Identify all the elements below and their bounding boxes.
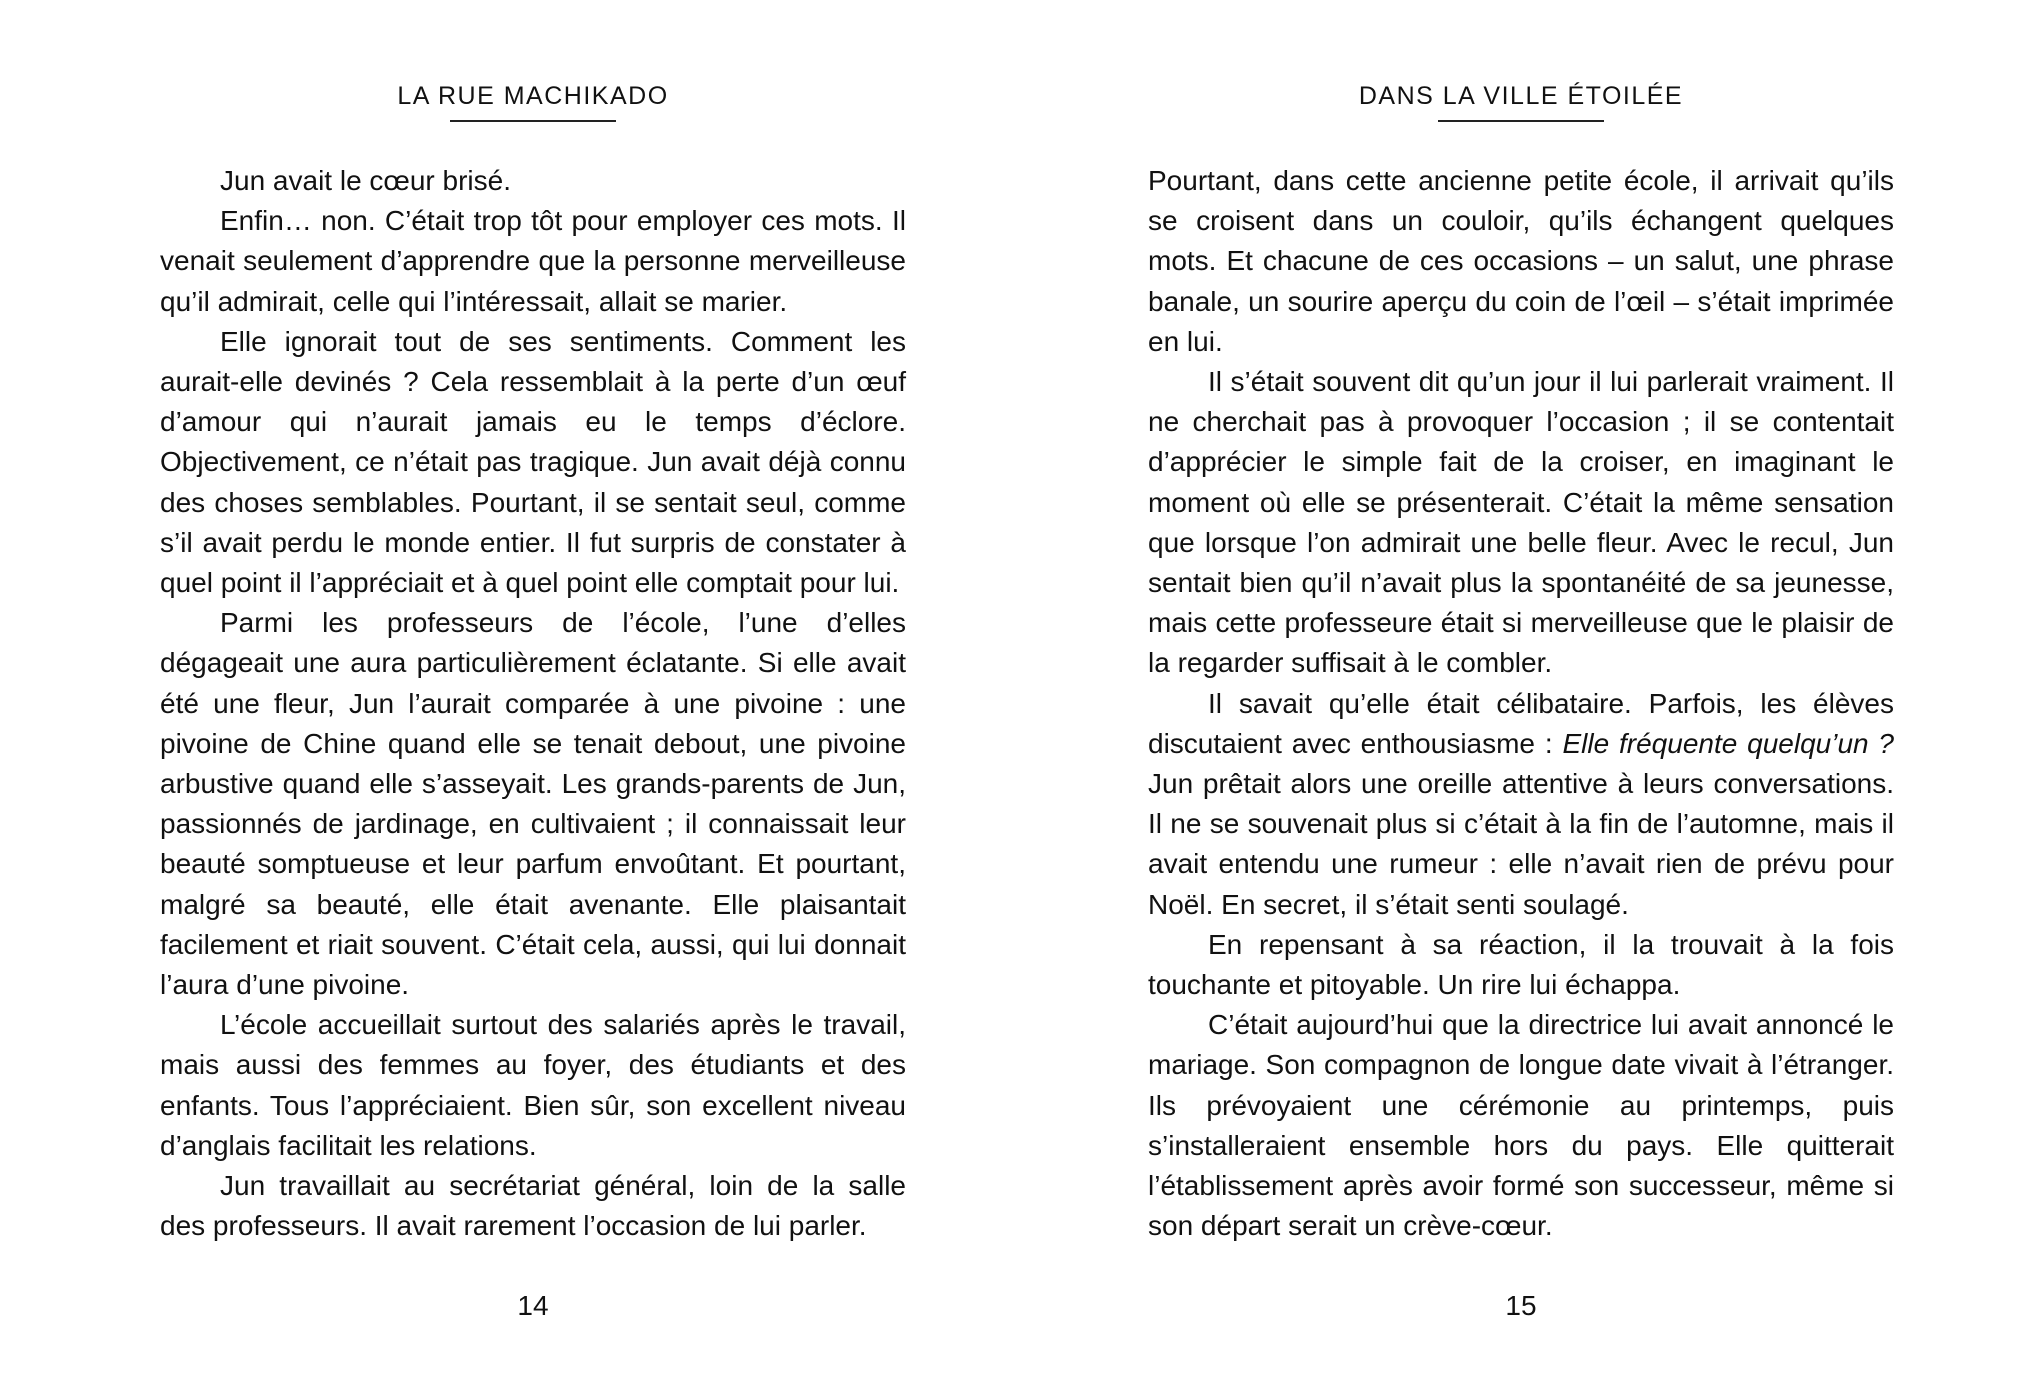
paragraph-with-italic (1148, 684, 1894, 925)
paragraph: Il s’était souvent dit qu’un jour il lui parlerait vraiment. Il ne cherchait pas à provoquer l’occasion ; il se contentait d’apprécier le simple fait de la croiser, en imaginant le moment où elle se présenterait. C’était la même sensation que lorsque l’on admirait une belle fleur. Avec le recul, Jun sentait bien qu’il n’avait plus la spontanéité de sa jeunesse, mais cette professeure était si merveilleuse que le plaisir de la regarder suffisait à le combler. (1148, 366, 1894, 679)
page-body-text (160, 161, 906, 1246)
paragraph: Pourtant, dans cette ancienne petite école, il arrivait qu’ils se croisent dans un couloir, qu’ils échangent quelques mots. Et chacune de ces occasions – un salut, une phrase banale, un sourire aperçu du coin de l’œil – s’était imprimée en lui. (1148, 165, 1894, 357)
paragraph-text: Il savait qu’elle était célibataire. Parfois, les élèves discutaient avec enthousiasme : (1148, 687, 1894, 759)
page-body-text (1148, 161, 1894, 1246)
paragraph: Enfin… non. C’était trop tôt pour employer ces mots. Il venait seulement d’apprendre que la personne merveilleuse qu’il admirait, celle qui l’intéressait, allait se marier. (160, 205, 906, 317)
paragraph: Elle ignorait tout de ses sentiments. Comment les aurait-elle devinés ? Cela ressemblait à la perte d’un œuf d’amour qui n’aurait jamais eu le temps d’éclore. Objectivement, ce n’était pas tragique. Jun avait déjà connu des choses semblables. Pourtant, il se sentait seul, comme s’il avait perdu le monde entier. Il fut surpris de constater à quel point il l’appréciait et à quel point elle comptait pour lui. (160, 325, 906, 599)
italic-phrase: Elle fréquente quelqu’un ? (1562, 727, 1894, 759)
running-head: DANS LA VILLE ÉTOILÉE (1358, 82, 1684, 110)
right-page (1148, 0, 1894, 1400)
page-number: 15 (1505, 1290, 1537, 1321)
paragraph: Jun travaillait au secrétariat général, loin de la salle des professeurs. Il avait rarement l’occasion de lui parler. (160, 1170, 906, 1242)
paragraph-text: Jun prêtait alors une oreille attentive à leurs conversations. Il ne se souvenait plus si c’était à la fin de l’automne, mais il avait entendu une rumeur : elle n’avait rien de prévu pour Noël. En secret, il s’était senti soulagé. (1148, 768, 1894, 920)
running-head-rule (1438, 120, 1604, 122)
paragraph: Parmi les professeurs de l’école, l’une d’elles dégageait une aura particulièrement éclatante. Si elle avait été une fleur, Jun l’aurait comparée à une pivoine : une pivoine de Chine quand elle se tenait debout, une pivoine arbustive quand elle s’asseyait. Les grands-parents de Jun, passionnés de jardinage, en cultivaient ; il connaissait leur beauté somptueuse et leur parfum envoûtant. Et pourtant, malgré sa beauté, elle était avenante. Elle plaisantait facilement et riait souvent. C’était cela, aussi, qui lui donnait l’aura d’une pivoine. (160, 607, 906, 1001)
running-head: LA RUE MACHIKADO (397, 82, 669, 110)
paragraph: En repensant à sa réaction, il la trouvait à la fois touchante et pitoyable. Un rire lui échappa. (1148, 928, 1894, 1001)
running-head-rule (450, 120, 616, 122)
paragraph: Jun avait le cœur brisé. (220, 165, 511, 196)
left-page (160, 0, 906, 1400)
page-number: 14 (517, 1290, 549, 1321)
paragraph: L’école accueillait surtout des salariés après le travail, mais aussi des femmes au foyer, des étudiants et des enfants. Tous l’appréciaient. Bien sûr, son excellent niveau d’anglais facilitait les relations. (160, 1009, 906, 1161)
paragraph: C’était aujourd’hui que la directrice lui avait annoncé le mariage. Son compagnon de longue date vivait à l’étranger. Ils prévoyaient une cérémonie au printemps, puis s’installeraient ensemble hors du pays. Elle quitterait l’établissement après avoir formé son successeur, même si son départ serait un crève-cœur. (1148, 1009, 1894, 1242)
